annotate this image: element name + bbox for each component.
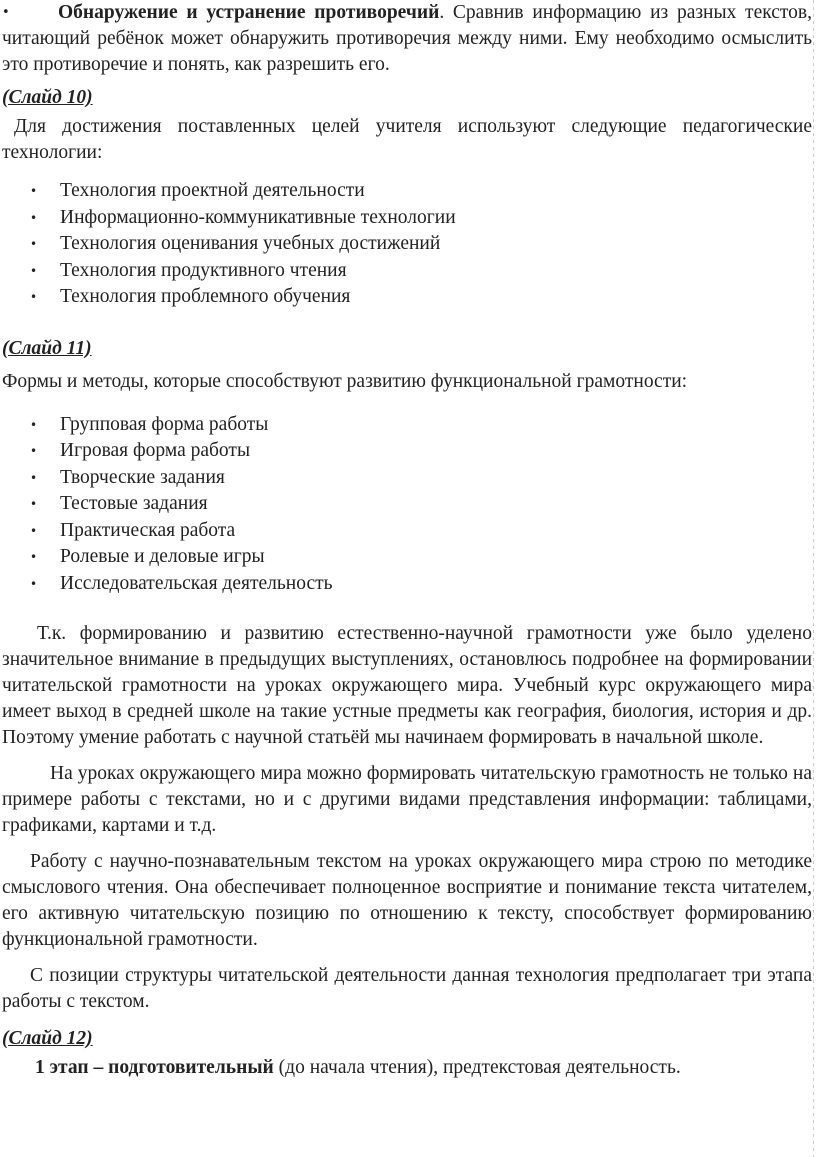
stage-1-rest: (до начала чтения), предтекстовая деятельность. bbox=[273, 1057, 681, 1078]
list-item: • Групповая форма работы bbox=[2, 412, 812, 439]
list-item: • Технология проблемного обучения bbox=[2, 284, 812, 311]
intro-bold-term: Обнаружение и устранение противоречий bbox=[58, 2, 440, 23]
intro-bullet-paragraph bbox=[2, 0, 812, 78]
bullet-icon: • bbox=[30, 497, 38, 511]
list-item: • Информационно-коммуникативные технологии bbox=[2, 205, 812, 232]
list-item: • Технология оценивания учебных достижений bbox=[2, 231, 812, 258]
list-item: • Технология продуктивного чтения bbox=[2, 258, 812, 285]
slide10-technology-list bbox=[2, 178, 812, 311]
bullet-icon: • bbox=[2, 5, 10, 20]
intro-rest-text: . Сравнив информацию из разных текстов, читающий ребёнок может обнаружить противоречия между ними. Ему необходимо осмыслить это противоречие и понять, как разрешить его. bbox=[2, 2, 812, 75]
bullet-icon: • bbox=[30, 237, 38, 251]
bullet-icon: • bbox=[30, 444, 38, 458]
bullet-icon: • bbox=[30, 576, 38, 591]
body-paragraph-4: С позиции структуры читательской деятельности данная технология предполагает три этапа работы с текстом. bbox=[2, 965, 812, 1012]
slide10-paragraph: Для достижения поставленных целей учителя используют следующие педагогические технологии: bbox=[2, 116, 812, 163]
body-paragraph-3: Работу с научно-познавательным текстом на уроках окружающего мира строю по методике смыслового чтения. Она обеспечивает полноценное восприятие и понимание текста читателем, его активную читательскую позицию по отношению к тексту, способствует формированию функциональной грамотности. bbox=[2, 851, 812, 950]
list-item: • Творческие задания bbox=[2, 465, 812, 492]
body-paragraph-2: На уроках окружающего мира можно формировать читательскую грамотность не только на примере работы с текстами, но и с другими видами представления информации: таблицами, графиками, картами и т.д. bbox=[2, 763, 812, 836]
bullet-icon: • bbox=[30, 210, 38, 225]
list-item: • Тестовые задания bbox=[2, 491, 812, 518]
bullet-icon: • bbox=[30, 470, 38, 485]
slide11-methods-list bbox=[2, 412, 812, 598]
bullet-icon: • bbox=[30, 523, 38, 538]
list-item: • Технология проектной деятельности bbox=[2, 178, 812, 205]
slide11-paragraph: Формы и методы, которые способствуют развитию функциональной грамотности: bbox=[2, 370, 688, 392]
slide12-heading: (Слайд 12) bbox=[2, 1028, 93, 1049]
list-item: • Исследовательская деятельность bbox=[2, 571, 812, 598]
list-item: • Игровая форма работы bbox=[2, 438, 812, 465]
document-content bbox=[2, 0, 812, 1081]
page-edge-line bbox=[813, 0, 814, 1157]
body-paragraph-1: Т.к. формированию и развитию естественно-научной грамотности уже было уделено значительное внимание в предыдущих выступлениях, остановлюсь подробнее на формировании читательской грамотности на уроках окружающего мира. Учебный курс окружающего мира имеет выход в средней школе на такие устные предметы как география, биология, история и др. Поэтому умение работать с научной статьёй мы начинаем формировать в начальной школе. bbox=[2, 623, 812, 748]
list-item: • Ролевые и деловые игры bbox=[2, 544, 812, 571]
bullet-icon: • bbox=[30, 290, 38, 304]
bullet-icon: • bbox=[30, 417, 38, 432]
list-item: • Практическая работа bbox=[2, 518, 812, 545]
bullet-icon: • bbox=[30, 550, 38, 564]
bullet-icon: • bbox=[30, 184, 38, 198]
stage-1-bold: 1 этап – подготовительный bbox=[35, 1057, 274, 1078]
slide11-heading: (Слайд 11) bbox=[2, 337, 92, 359]
slide10-heading: (Слайд 10) bbox=[2, 87, 93, 108]
stage-1-paragraph bbox=[2, 1055, 812, 1081]
bullet-icon: • bbox=[30, 263, 38, 278]
